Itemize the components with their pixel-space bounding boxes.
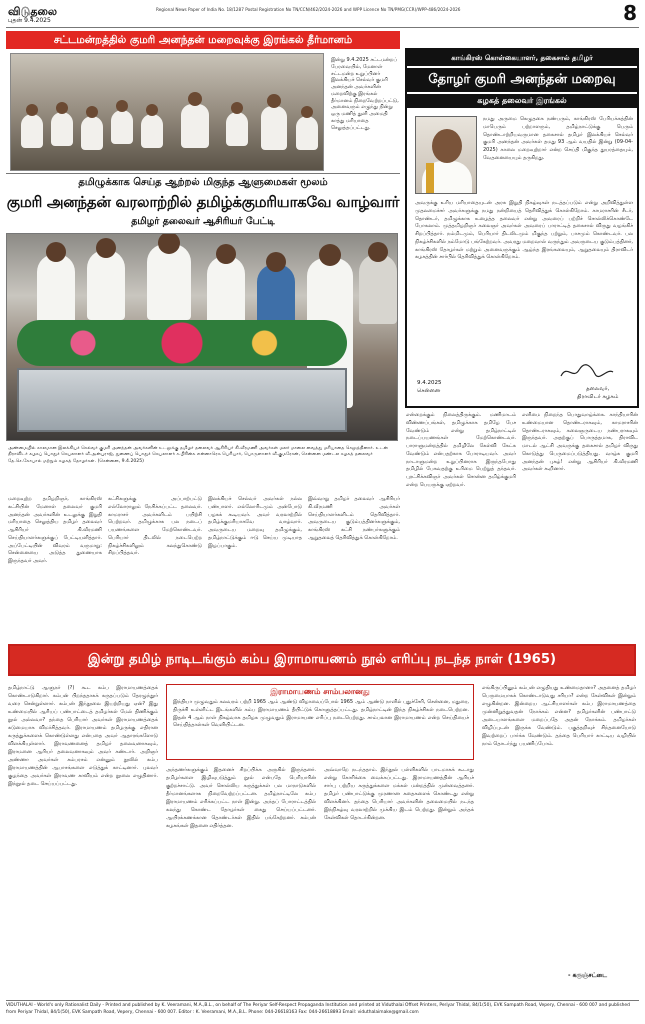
- feature-photo-caption: அண்மையில் காலமான இலக்கியச் செல்வர் குமரி அனந்தன் அவர்களின் உடலுக்கு தமிழர் தலைவர் ஆசிரியர் கி.வீரமணி அவர்கள் மலர் மாலை வைத்து மரியாதை செலுத்தினார். உடன் திராவிடர் கழகப் பொதுச் செயலாளர் வீ.அன்புராஜ், துணைப் பொதுச் செயலாளர் ச.பிரின்சு என்னாரெசு பெரியார், பொருளாளர் வீ.குமரேசன், சென்னை மண்டல கழகத் தலைவர் தே.செ.கோபால் மற்றும் கழகத் தோழர்கள். (சென்னை, 9.4.2025): [8, 446, 388, 464]
- feature-column-3: இலக்கியச் செல்வர் அவர்கள் நல்ல பண்பாளர். எல்லோரிடமும் அன்போடு பழகக் கூடியவர். அவர் வரலாற்றில் தமிழ்க்குமரியாகவே வாழ்வார். அவருடைய மறைவு தமிழுக்கும், தமிழ்நாட்டுக்கும் ஈடு செய்ய முடியாத இழப்பாகும்.: [208, 496, 302, 549]
- obituary-place: சென்னை: [417, 387, 441, 394]
- obituary-subtitle: கழகத் தலைவர் இரங்கல்: [407, 94, 637, 108]
- signature-image: [557, 362, 617, 382]
- lead-story-caption: இன்று 9.4.2025 சட்டமன்றப் பேரவையில், மேனாள் சட்டமன்ற உறுப்பினர் இலக்கியச் செல்வர் குமரி அனந்தன் அவர்களின் மறைவிற்கு இரங்கல் தீர்மானம் நிறைவேற்றப்பட்டு, அனைவரும் எழுந்து நின்று ஒரு மணித் துளி அமைதி காத்து மரியாதை செலுத்தப்பட்டது.: [331, 57, 399, 131]
- obituary-lead: நமது அருமை கெழுதகை நண்பரும், காங்கிரஸ் பேரியக்கத்தின் மாபெரும் பற்றாளரும், தமிழ்நாட்டுக்கு பெரும் தொண்டாற்றியவருமான தகைசால் தமிழர் இலக்கியச் செல்வர் குமரி அனந்தன் அவர்கள் தமது 93 ஆம் வயதில் இன்று (09-04-2025) காலை மறைவுற்றார் என்ற செய்தி மிகுந்த துயரத்தையும், வேதனையையும் தருகிறது.: [483, 116, 633, 161]
- page-number: 8: [623, 1, 637, 25]
- feature-column-4: இவ்வாறு தமிழர் தலைவர் ஆசிரியர் கி.வீரமணி அவர்கள் செய்தியாளர்களிடம் தெரிவித்தார். அவருடைய குடும்பத்தினர்களுக்கும், காங்கிரஸ் கட்சி நண்பர்களுக்கும் ஆறுதலைத் தெரிவித்துக் கொள்கிறோம்.: [308, 496, 400, 541]
- bottom-column-2: அந்தணர்களுக்கும் இதனைச் சிறப்பிக்க அருகில் இருந்தனர். தமிழர்களை இழிவுபடுத்தும் நூல் என்பதே பெரியாரின் குற்றச்சாட்டு. அவர் சொல்லிய கருத்துக்கள் பல மாநாடுகளில் தீர்மானங்களாக நிறைவேற்றப்பட்டன. தமிழ்நாட்டிலே கம்ப இராமாயணம் எரிக்கப்பட்ட நாள் இன்று. அந்தப் போராட்டத்தில் கலந்து கொண்ட தோழர்கள் கைது செய்யப்பட்டனர். ஆயிரக்கணக்கான தொண்டர்கள் இதில் பங்கேற்றனர். கம்பன் கழகங்கள் இதனை எதிர்த்தன.: [166, 767, 316, 829]
- bottom-column-1: தமிழ்நாட்டு ஆளுநர் (?) கூட கம்ப இராமாயணத்தைக் கொண்டாடுகிறார். கம்பன் பிறந்ததாகக் கருதப்படும் தேரழுந்தூர் வரை சென்றுள்ளார். கம்பன் இந்நூலை இயற்றியது ஏன்? இது உண்மையில் ஆரியப் பண்பாட்டைத் தமிழர்கள் மேல் திணிக்கும் நூல் அல்லவா? தந்தை பெரியார் அவர்கள் இராமாயணத்தைக் கடுமையாக விமர்சித்தவர். இராமாயணம் தமிழருக்கு எதிரான கருத்துக்களைக் கொண்டுள்ளது என்பதை அவர் ஆதாரங்களோடு விளக்கியுள்ளார். இராவணனைத் தமிழர் தலைவனாகவும், இராமனை ஆரியர் தலைவனாகவும் அவர் கண்டார். அறிஞர் அண்ணா அவர்கள் கம்பரசம் என்னும் நூலில் கம்ப இராமாயணத்தின் ஆபாசங்களை எடுத்துக் காட்டினார். புலவர் குழந்தை அவர்கள் இராவண காவியம் என்ற நூலை எழுதினார். இந்நூல் தடை செய்யப்பட்டது.: [8, 685, 158, 787]
- registration-line: Regional News Paper of India No. 18/1287 Postal Registration No TN/CCN/462/2024-2026 and WPP Licence No TN/PMG(CCR)/WPP-486/2024-2026: [156, 7, 461, 12]
- section-divider: [6, 173, 400, 174]
- portrait-photo: [415, 116, 477, 194]
- obituary-top-line: காங்கிரஸ் கொள்கையாளர், தகைசால் தமிழர்: [407, 50, 637, 66]
- lead-story-title: சட்டமன்றத்தில் குமரி அனந்தன் மறைவுக்கு இரங்கல் தீர்மானம்: [6, 31, 400, 49]
- obituary-body: அவருக்கு உரிய மரியாதையுடன் அரசு இறுதி நிகழ்வுகள் நடத்தப்படும் என்று அறிவித்துள்ள முதலமைச்சர் அவர்களுக்கு நமது நன்றியைத் தெரிவித்துக் கொள்கிறோம். காமராசரின் சீடர், தொண்டர், தமிழுக்காக உழைத்த தலைவர் என்று அவரைப் பற்றிச் சொல்லிக்கொண்டே போகலாம். முத்தமிழறிஞர் கலைஞர் அவர்கள் அவரைப் பாராட்டித் தகைசால் விருது வழங்கிச் சிறப்பித்தார். நம்மிடமும், பெரியார் திடலிடமும் மிகுந்த பற்றும், பாசமும் கொண்டவர். பல நிகழ்ச்சிகளில் நம்மோடு பங்கேற்றவர். அவரது மறைவால் வருந்தும் அவருடைய குடும்பத்தினர், காங்கிரஸ் தோழர்கள் மற்றும் அனைவருக்கும் ஆழ்ந்த இரங்கலையும், ஆறுதலையும் திராவிடர் கழகத்தின் சார்பில் தெரிவித்துக் கொள்கிறோம்.: [415, 200, 633, 261]
- masthead: [6, 1, 639, 28]
- article-byline: - கருஞ்சட்டை: [568, 972, 607, 979]
- kamba-ramayanam-banner: இன்று தமிழ் நாடிடங்கும் கம்ப இராமாயணம் நூல் எரிப்பு நடந்த நாள் (1965): [8, 644, 636, 676]
- inner-article-title: இராமாயணம் சாம்பலானது: [270, 687, 370, 696]
- feature-column-5: என்றைக்கும் நிலைத்திருக்கும். மணிமாடம் விண்ணப்பங்கள், தமிழுக்காக தமிழே பேச வேண்டும் என்று தமிழ்நாட்டில் நடைப்பயணங்கள் மேற்கொண்டவர். பாராளுமன்றத்தில் தமிழிலே கேள்வி கேட்க வேண்டும் என்பதற்காக போராடியவர். அவர் நாடாளுமன்ற உறுப்பினராக இருந்தபோது தமிழில் பேசுவதற்கு உரிமை பெற்றுத் தந்தவர். புரட்சிக்கவிஞர் அவர்கள் சொன்ன தமிழ்க்குமரி என்ற பெயருக்கு ஏற்றவர்.: [406, 412, 516, 488]
- signer-role: தலைவர்,: [586, 386, 610, 392]
- publisher-footer: VIDUTHALAI - World's only Rationalist Daily - Printed and published by K. Veeramani, M.A.,B.L., on behalf of The Periyar Self-Respect Propaganda Institution and printed at Viduthalai Offset Printers, Periyar Thidal, 84/1(50), EVK Sampath Road, Vepery, Chennai - 600 007 and published from Periyar Thidal, 84/1(50), EVK Sampath Road, Vepery, Chennai - 600 007. Editor : K. Veeramani, M.A.,B.L. Phone: 044-26618163 Fax: 044-26618893 Email: viduthalaimake@gmail.com: [6, 1000, 639, 1016]
- feature-headline: குமரி அனந்தன் வரலாற்றில் தமிழ்க்குமரியாகவே வாழ்வார்: [6, 193, 400, 211]
- feature-column-1: மறைவுற்ற தமிழறிஞர், காங்கிரஸ் கட்சியின் மேனாள் தலைவர் குமரி அனந்தன் அவர்களின் உடலுக்கு இறுதி மரியாதை செலுத்திய தமிழர் தலைவர் ஆசிரியர் கி.வீரமணி செய்தியாளர்களுக்குப் பேட்டியளித்தார். அப்பேட்டியின் விவரம் வருமாறு: சென்னையை அடுத்த துணையாக இருந்தவர் அவர்.: [8, 496, 102, 564]
- paper-name: விடுதலை: [8, 5, 58, 18]
- obituary-date: 9.4.2025: [417, 380, 442, 386]
- inner-article-body: இந்தியா முழுவதும் கலவரம் பற்றி 1965 ஆம் ஆண்டு விழாவைப்போல் 1965 ஆம் ஆண்டு நாளில் புதுச்சேரி, சென்னை, மதுரை, திருச்சி உள்ளிட்ட இடங்களில் கம்ப இராமாயணம் தீயிட்டுக் கொளுத்தப்பட்டது. தமிழ்நாட்டின் இந்த நிகழ்ச்சிகள் நடைபெற்றன. இதன் 4 ஆம் நாள் நிகழ்வாக தமிழக முழுவதும் இராமாயண எரிப்பு நடைபெற்றது. சாம்பலான இராமாயணம் என்ற செய்தியைச் செய்தித்தாள்கள் வெளியிட்டன.: [173, 699, 469, 729]
- bottom-column-3: அவ்வாறே நடந்ததாம். இந்நூல் பள்ளிகளில் பாடமாகக் கூடாது என்று கோரிக்கை வைக்கப்பட்டது. இராமாயணத்தின் ஆரியச் சார்பு பற்றிய கருத்துக்களை மக்கள் மன்றத்தில் முன்வைத்தனர். தமிழர் பண்பாட்டுக்கு முரணான கதைகளைக் கொண்டது என்று விளக்கினர். தந்தை பெரியார் அவர்களின் தலைமையில் நடந்த இந்நிகழ்வு வரலாற்றில் முக்கிய இடம் பெற்றது. இன்றும் அந்தக் கேள்விகள் தொடர்கின்றன.: [324, 767, 474, 821]
- feature-column-6: எளிமை நிறைந்த பொதுவாழ்க்கை. காந்தியாரின் உண்மையான தொண்டராகவும், காமராசரின் தொண்டராகவும், கலைஞருடைய நண்பராகவும் இருந்தவர். அதற்குப் பொருத்தமாக, திராவிட மாடல் ஆட்சி அவருக்கு தகைசால் தமிழர் விருது கொடுத்து பெருமைப்படுத்தியது. வாழ்க குமரி அனந்தன் புகழ்! என்று ஆசிரியர் கி.வீரமணி அவர்கள் கூறினார்.: [522, 412, 638, 473]
- feature-subhead: தமிழர் தலைவர் ஆசிரியர் பேட்டி: [131, 216, 275, 227]
- inner-article-box: [166, 684, 474, 760]
- bottom-article: [8, 680, 636, 996]
- obituary-title: தோழர் குமரி அனந்தன் மறைவு: [407, 68, 637, 92]
- obituary-dateline: [417, 380, 442, 395]
- assembly-photo: [10, 53, 324, 171]
- obituary-box: [405, 48, 639, 408]
- tribute-photo: [6, 233, 398, 441]
- bottom-column-4: எங்கிருப்பினும் கம்பன் எழுதியது உண்மைதானா? அதனைத் தமிழர் பெருமையாகக் கொண்டாடுவது சரியா? என்ற கேள்விகள் இன்றும் எழுகின்றன. இன்றைய ஆட்சியாளர்கள் கம்ப இராமாயணத்தை முன்னிறுத்துவதன் நோக்கம் என்ன? தமிழர்களின் பண்பாட்டு அடையாளங்களை மறைப்பதே அதன் நோக்கம். தமிழர்கள் விழிப்புடன் இருக்க வேண்டும். பகுத்தறிவுச் சிந்தனையோடு இவற்றைப் பார்க்க வேண்டும். தந்தை பெரியார் காட்டிய வழியில் நாம் தொடர்ந்து பயணிப்போம்.: [482, 685, 636, 747]
- feature-kicker: தமிழுக்காக செய்த ஆற்றல் மிகுந்த ஆளுமைகள் மூலம்: [78, 177, 328, 188]
- obituary-signer: [577, 386, 618, 401]
- issue-date: புதன் 9.4.2025: [8, 17, 51, 24]
- feature-column-2: கட்சிகளுக்கு அப்பாற்பட்டு எல்லோராலும் நேசிக்கப்பட்ட தலைவர். காமராசர் அவர்களிடம் பயிற்சி பெற்றவர். தமிழுக்காக பல நடைப் பயணங்களை மேற்கொண்டவர். பெரியார் திடலில் நடைபெற்ற நிகழ்ச்சிகளிலும் கலந்துகொண்டு சிறப்பித்தவர்.: [108, 496, 202, 557]
- signer-organization: திராவிடர் கழகம்: [577, 393, 619, 400]
